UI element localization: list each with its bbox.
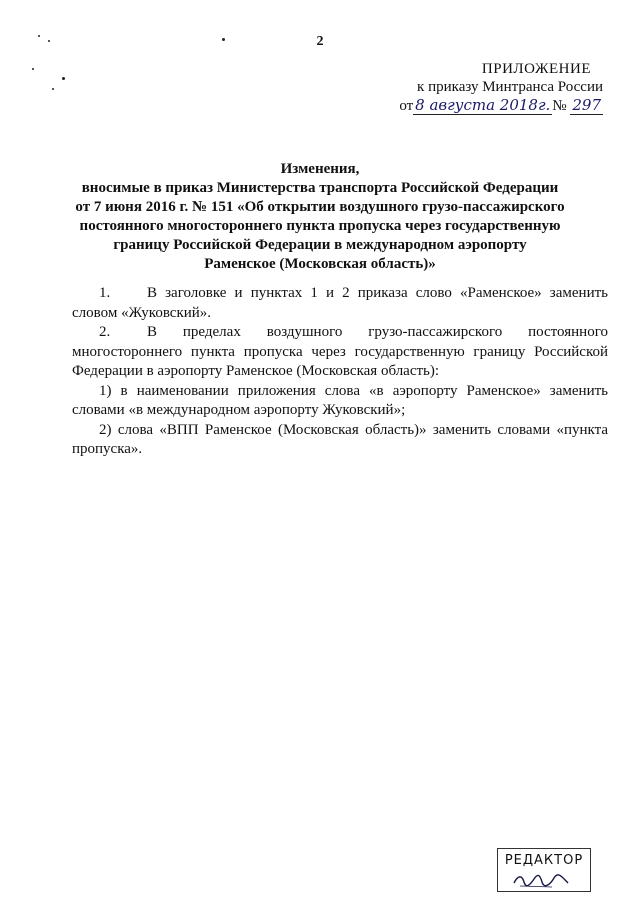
subparagraph-2 [72,421,608,460]
paragraph-number: 2. [99,324,111,340]
scan-speck [32,68,34,70]
handwritten-date: 8 августа 2018г. [415,96,551,114]
number-prefix: № [552,98,567,114]
appendix-title: ПРИЛОЖЕНИЕ [481,61,591,77]
page-number: 2 [316,34,324,49]
paragraph-text: 1) в наименовании приложения слова «в аэропорту Раменское» заменить словами «в международном аэропорту Жуковский»; [72,382,608,418]
editor-stamp [497,848,591,892]
paragraph-1 [72,284,608,323]
appendix-order-ref: к приказу Минтранса России [417,79,603,95]
paragraph-text: В заголовке и пунктах 1 и 2 приказа слово «Раменское» заменить словом «Жуковский». [72,285,608,321]
heading-line: границу Российской Федерации в международном аэропорту [113,237,527,253]
heading-line: Изменения, [280,161,360,177]
paragraph-text: 2) слова «ВПП Раменское (Московская область)» заменить словами «пункта пропуска». [72,421,608,457]
date-prefix: от [399,98,414,114]
signature-scribble [512,871,572,889]
subparagraph-1 [72,382,608,421]
paragraph-number: 1. [99,285,111,301]
document-body [72,284,608,460]
handwritten-number: 297 [572,96,601,114]
appendix-date-line [399,96,603,115]
paragraph-2 [72,323,608,382]
heading-line: Раменское (Московская область)» [204,256,436,272]
heading-line: от 7 июня 2016 г. № 151 «Об открытии воздушного грузо-пассажирского [75,199,565,215]
heading-line: вносимые в приказ Министерства транспорта Российской Федерации [81,180,559,196]
stamp-label: РЕДАКТОР [504,853,584,868]
heading-line: постоянного многостороннего пункта пропуска через государственную [79,218,561,234]
paragraph-text: В пределах воздушного грузо-пассажирского постоянного многостороннего пункта пропуска через государственную границу Российской Федерации в аэропорту Раменское (Московская область): [72,324,608,379]
scan-speck [52,88,54,90]
appendix-block [399,60,603,115]
scan-speck [62,77,65,80]
stamp-signature [512,871,572,893]
document-heading [60,160,580,274]
